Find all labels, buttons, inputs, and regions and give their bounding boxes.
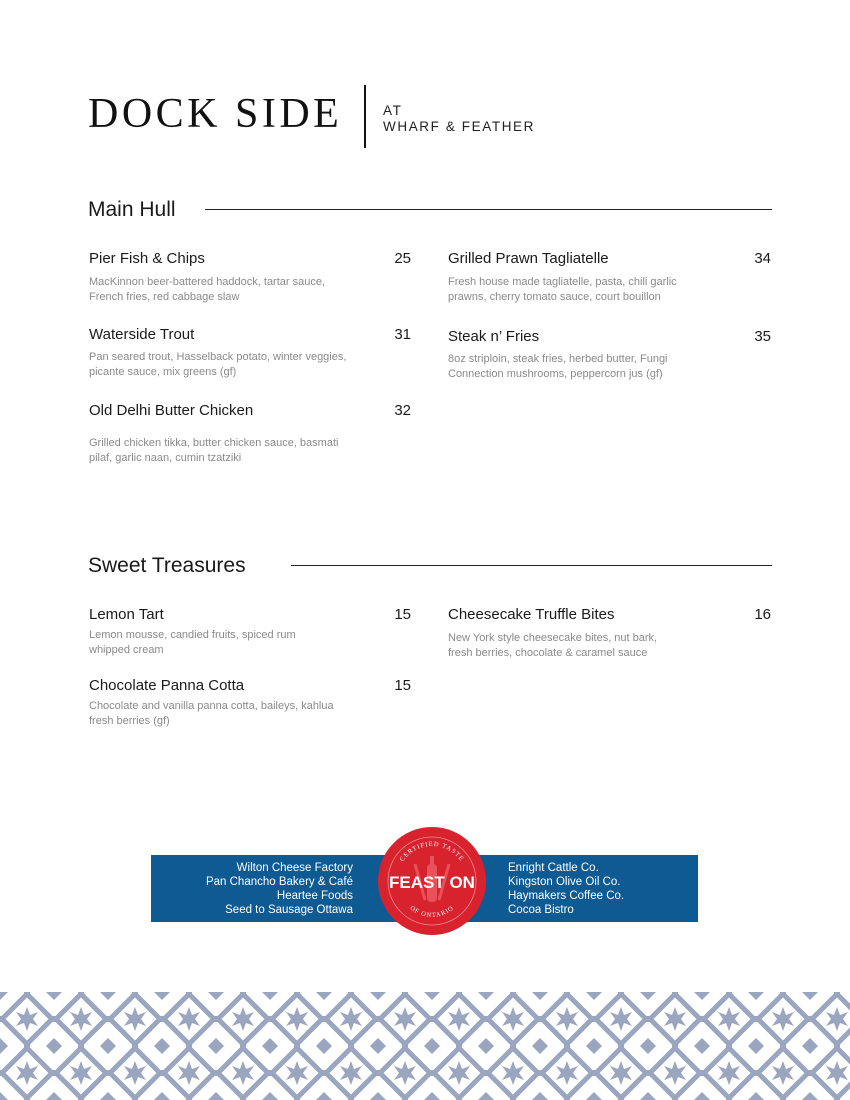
menu-item-price: 31	[394, 326, 411, 343]
feast-on-seal-icon	[377, 826, 487, 936]
menu-item-description	[89, 350, 379, 380]
description-line: fresh berries (gf)	[89, 715, 170, 727]
logo-divider	[364, 85, 366, 148]
seal-bottom-text: OF ONTARIO	[408, 904, 456, 920]
description-line: Connection mushrooms, peppercorn jus (gf)	[448, 368, 663, 380]
menu-item-name: Waterside Trout	[89, 326, 195, 343]
geometric-tile-pattern-icon	[0, 992, 850, 1100]
menu-item-price: 35	[754, 328, 771, 345]
menu-item-description	[89, 275, 379, 305]
supplier-name: Seed to Sausage Ottawa	[225, 904, 353, 916]
menu-item-price: 34	[754, 250, 771, 267]
supplier-name: Kingston Olive Oil Co.	[508, 876, 621, 888]
menu-item-name: Grilled Prawn Tagliatelle	[448, 250, 609, 267]
supplier-name: Enright Cattle Co.	[508, 862, 599, 874]
supplier-name: Haymakers Coffee Co.	[508, 890, 625, 902]
menu-item-description	[448, 275, 738, 305]
description-line: picante sauce, mix greens (gf)	[89, 366, 237, 378]
menu-item-price: 25	[394, 250, 411, 267]
description-line: Fresh house made tagliatelle, pasta, chili garlic	[448, 276, 677, 288]
menu-item-description	[448, 352, 738, 382]
restaurant-logo-title: DOCK SIDE	[88, 91, 343, 137]
description-line: fresh berries, chocolate & caramel sauce	[448, 647, 648, 659]
description-line: whipped cream	[89, 644, 164, 656]
description-line: 8oz striploin, steak fries, herbed butter, Fungi	[448, 353, 668, 365]
menu-item-price: 15	[394, 606, 411, 623]
section-rule	[205, 209, 772, 210]
menu-item-description	[89, 628, 379, 658]
description-line: Pan seared trout, Hasselback potato, winter veggies,	[89, 351, 347, 363]
supplier-name: Heartee Foods	[276, 890, 353, 902]
description-line: prawns, cherry tomato sauce, court bouillon	[448, 291, 661, 303]
menu-item-name: Pier Fish & Chips	[89, 250, 205, 267]
description-line: pilaf, garlic naan, cumin tzatziki	[89, 452, 242, 464]
menu-item-name: Old Delhi Butter Chicken	[89, 402, 254, 419]
menu-item-name: Lemon Tart	[89, 606, 164, 623]
menu-item-price: 32	[394, 402, 411, 419]
menu-item-name: Cheesecake Truffle Bites	[448, 606, 615, 623]
suppliers-list-left	[160, 861, 353, 917]
menu-item-price: 16	[754, 606, 771, 623]
suppliers-list-right	[508, 861, 688, 917]
menu-item-price: 15	[394, 677, 411, 694]
description-line: French fries, red cabbage slaw	[89, 291, 240, 303]
logo-subtitle	[383, 103, 535, 135]
menu-item-description	[448, 631, 738, 661]
supplier-name: Wilton Cheese Factory	[236, 862, 353, 874]
logo-subtitle-line2: WHARF & FEATHER	[383, 119, 535, 134]
description-line: New York style cheesecake bites, nut bark,	[448, 632, 658, 644]
logo-subtitle-line1: AT	[383, 103, 403, 118]
seal-title: FEAST ON	[389, 873, 475, 892]
section-title-sweet-treasures: Sweet Treasures	[88, 554, 246, 577]
seal-top-text: CERTIFIED TASTE	[398, 840, 466, 863]
section-rule	[291, 565, 772, 566]
supplier-name: Cocoa Bistro	[508, 904, 574, 916]
supplier-name: Pan Chancho Bakery & Café	[205, 876, 353, 888]
menu-item-name: Steak n’ Fries	[448, 328, 540, 345]
menu-item-name: Chocolate Panna Cotta	[89, 677, 245, 694]
menu-item-description	[89, 699, 379, 729]
menu-item-description	[89, 436, 379, 466]
description-line: Grilled chicken tikka, butter chicken sauce, basmati	[89, 437, 339, 449]
section-title-main-hull: Main Hull	[88, 198, 176, 221]
description-line: MacKinnon beer-battered haddock, tartar sauce,	[89, 276, 326, 288]
description-line: Chocolate and vanilla panna cotta, baileys, kahlua	[89, 700, 334, 712]
description-line: Lemon mousse, candied fruits, spiced rum	[89, 629, 296, 641]
